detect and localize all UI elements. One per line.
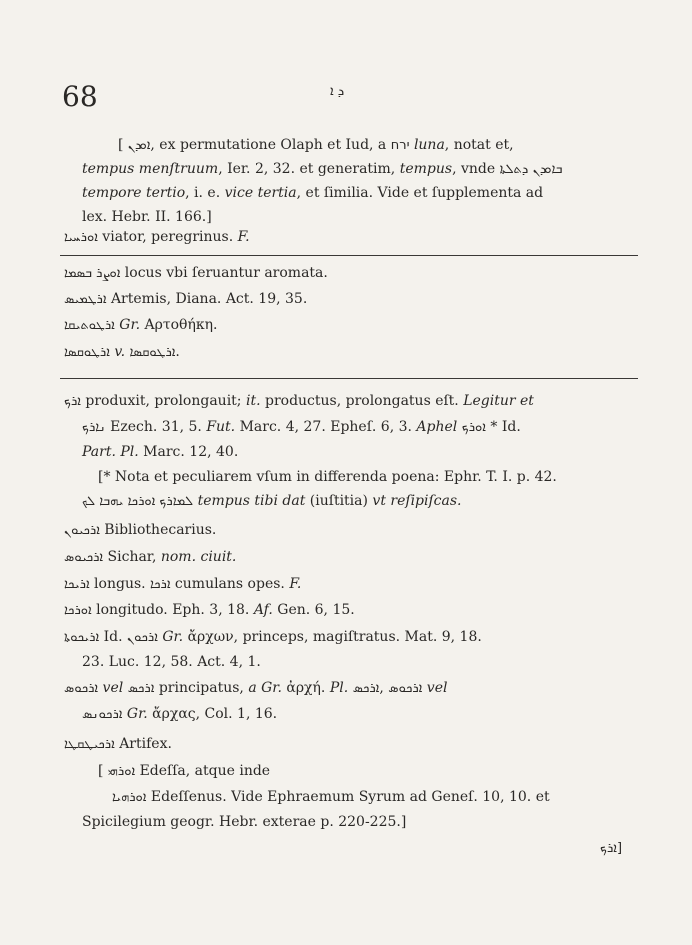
entry-line: [82, 813, 406, 831]
text-segment: Marc. 12, 40.: [138, 444, 239, 460]
italic-text: tempus: [399, 161, 453, 177]
syriac-headword: ܐܪܛܘܩܣܐ: [64, 345, 110, 360]
entry-line: [64, 601, 355, 620]
entry-line: [64, 290, 307, 309]
syriac-headword: ܐܪܟܐ: [150, 577, 171, 592]
text-segment: locus vbi ſeruantur aromata.: [120, 265, 328, 281]
syriac-headword: ܕܬܠܬܐ: [499, 162, 529, 177]
syriac-headword: ܐܪܟܝܘܢ: [64, 523, 100, 538]
entry-line: [64, 316, 217, 335]
syriac-headword: ܐܪܟܣ: [352, 681, 380, 696]
syriac-headword: ܒܐܘܕܢ: [532, 162, 563, 177]
italic-text: vice tertia: [224, 185, 297, 201]
italic-text: Gr.: [162, 629, 184, 645]
section-rule: [60, 255, 638, 256]
entry-line: [82, 443, 238, 461]
text-segment: Marc. 4, 27. Epheſ. 6, 3.: [235, 419, 417, 435]
text-segment: Sichar,: [103, 549, 161, 565]
text-segment: 23. Luc. 12, 58. Act. 4, 1.: [82, 654, 261, 670]
italic-text: F.: [237, 229, 250, 245]
text-segment: Edeſſenus. Vide Ephraemum Syrum ad Geneſ. 10, 10. et: [146, 789, 550, 805]
page-number: 68: [62, 80, 98, 113]
italic-text: luna: [413, 137, 445, 153]
entry-line: [64, 735, 172, 754]
syriac-headword: ܐܘܪܗܝ: [107, 764, 136, 779]
text-segment: (iuſtitia): [305, 493, 373, 509]
entry-line: [64, 228, 250, 247]
text-segment: , notat et,: [444, 137, 514, 153]
italic-text: nom. ciuit.: [160, 549, 237, 565]
text-segment: Ezech. 31, 5.: [105, 419, 207, 435]
syriac-headword: ܐܘܪܚܝܐ: [64, 230, 98, 245]
syriac-headword: ܢܐܪܟ: [82, 420, 106, 435]
syriac-headword: ܐܪܝܟܘܬܐ: [64, 630, 100, 645]
syriac-headword: ܐܪܟܘܣ: [388, 681, 423, 696]
italic-text: tempus tibi dat: [197, 493, 306, 509]
syriac-headword: ܐܘܨܪ ܒܣܡܐ: [64, 266, 121, 281]
text-segment: ἀρχή.: [281, 680, 330, 696]
entry-line: [118, 136, 514, 155]
text-segment: * Id.: [485, 419, 521, 435]
text-segment: principatus,: [154, 680, 249, 696]
syriac-headword: ܐܘܕܢ: [127, 138, 151, 153]
syriac-headword: ירח: [390, 138, 410, 153]
text-segment: cumulans opes.: [170, 576, 290, 592]
text-segment: , et ſimilia. Vide et ſupplementa ad: [296, 185, 544, 201]
text-segment: , i. e.: [185, 185, 225, 201]
syriac-headword: ܐܪܟܝܘܣ: [64, 550, 104, 565]
italic-text: F.: [289, 576, 302, 592]
text-segment: ἄρχων, princeps, magiſtratus. Mat. 9, 18.: [183, 629, 482, 645]
entry-line: [64, 628, 482, 647]
syriac-headword: ܐܪܟܘܢ: [127, 630, 158, 645]
text-segment: productus, prolongatus eſt.: [260, 393, 464, 409]
text-segment: Artifex.: [114, 736, 172, 752]
italic-text: tempore tertio: [82, 185, 186, 201]
text-segment: longus.: [89, 576, 151, 592]
italic-text: Gr.: [119, 317, 141, 333]
italic-text: Legitur et: [463, 393, 534, 409]
syriac-headword: ܐܪܛܘܬܝܩܐ: [64, 318, 115, 333]
text-segment: Id.: [99, 629, 127, 645]
text-segment: Edeſſa, atque inde: [135, 763, 271, 779]
text-segment: ἄρχας, Col. 1, 16.: [147, 706, 278, 722]
italic-text: it.: [245, 393, 261, 409]
italic-text: tempus menſtruum: [82, 161, 219, 177]
entry-line: [64, 679, 447, 698]
italic-text: v.: [114, 344, 126, 360]
italic-text: Pl.: [329, 680, 349, 696]
text-segment: viator, peregrinus.: [97, 229, 238, 245]
syriac-headword: ܐܘܪܟ: [461, 420, 486, 435]
entry-line: [112, 788, 550, 807]
entry-line: [82, 705, 277, 724]
text-segment: produxit, prolongauit;: [80, 393, 246, 409]
syriac-headword: ܐܪܟ: [64, 394, 81, 409]
running-head: ܕ ܐ: [330, 84, 345, 99]
section-rule: [60, 378, 638, 379]
text-segment: Spicilegium geogr. Hebr. exterae p. 220-225.]: [82, 814, 407, 830]
italic-text: Af.: [253, 602, 273, 618]
italic-text: Gr.: [126, 706, 148, 722]
text-segment: , Ier. 2, 32. et generatim,: [218, 161, 400, 177]
catchword: [ܐܪܟ: [600, 841, 623, 856]
italic-text: vel: [426, 680, 448, 696]
text-segment: Bibliothecarius.: [99, 522, 217, 538]
syriac-headword: ܐܪܟܘܢܣ: [82, 707, 123, 722]
text-segment: .: [175, 344, 180, 360]
syriac-headword: ܐܘܪܟܐ: [64, 603, 92, 618]
entry-line: [64, 548, 236, 567]
text-segment: , ex permutatione Olaph et Iud, a: [150, 137, 391, 153]
text-segment: [: [98, 763, 108, 779]
entry-line: [98, 468, 557, 486]
text-segment: Αρτοθήκη.: [140, 317, 218, 333]
text-segment: longitudo. Eph. 3, 18.: [91, 602, 254, 618]
text-segment: lex. Hebr. II. 166.]: [82, 209, 212, 225]
entry-line: [64, 392, 534, 411]
entry-line: [64, 521, 216, 540]
entry-line: [82, 208, 212, 226]
text-segment: [* Nota et peculiarem vſum in differenda poena: Ephr. T. I. p. 42.: [98, 469, 557, 485]
text-segment: [: [118, 137, 128, 153]
entry-line: [82, 418, 521, 437]
entry-line: [64, 343, 180, 362]
syriac-headword: ܐܪܛܡܝܣ: [64, 292, 107, 307]
text-segment: Gen. 6, 15.: [272, 602, 355, 618]
syriac-headword: ܐܪܝܟܐ: [64, 577, 90, 592]
italic-text: vel: [102, 680, 124, 696]
italic-text: vt reſipiſcas.: [372, 493, 462, 509]
syriac-headword: ܐܪܟܣ: [127, 681, 155, 696]
entry-line: [82, 653, 261, 671]
syriac-headword: ܐܪܟܘܣ: [64, 681, 99, 696]
syriac-headword: ܐܪܛܘܩܣܐ: [129, 345, 176, 360]
entry-line: [64, 264, 328, 283]
syriac-headword: ܐܪܟܝܛܩܛܐ: [64, 737, 115, 752]
text-segment: Artemis, Diana. Act. 19, 35.: [106, 291, 308, 307]
entry-line: [98, 762, 270, 781]
italic-text: a Gr.: [248, 680, 282, 696]
entry-line: [82, 184, 543, 202]
italic-text: Fut.: [206, 419, 236, 435]
italic-text: Part. Pl.: [82, 444, 139, 460]
text-segment: ,: [379, 680, 389, 696]
entry-line: [82, 492, 462, 511]
entry-line: [64, 575, 301, 594]
italic-text: Aphel: [416, 419, 458, 435]
entry-line: [82, 160, 562, 179]
text-segment: , vnde: [452, 161, 500, 177]
syriac-headword: ܠܡܐܪܟ ܐܘܪܟܐ ܝܗܒܐ ܠܟ: [82, 494, 194, 509]
syriac-headword: ܐܘܪܗܝܐ: [112, 790, 147, 805]
